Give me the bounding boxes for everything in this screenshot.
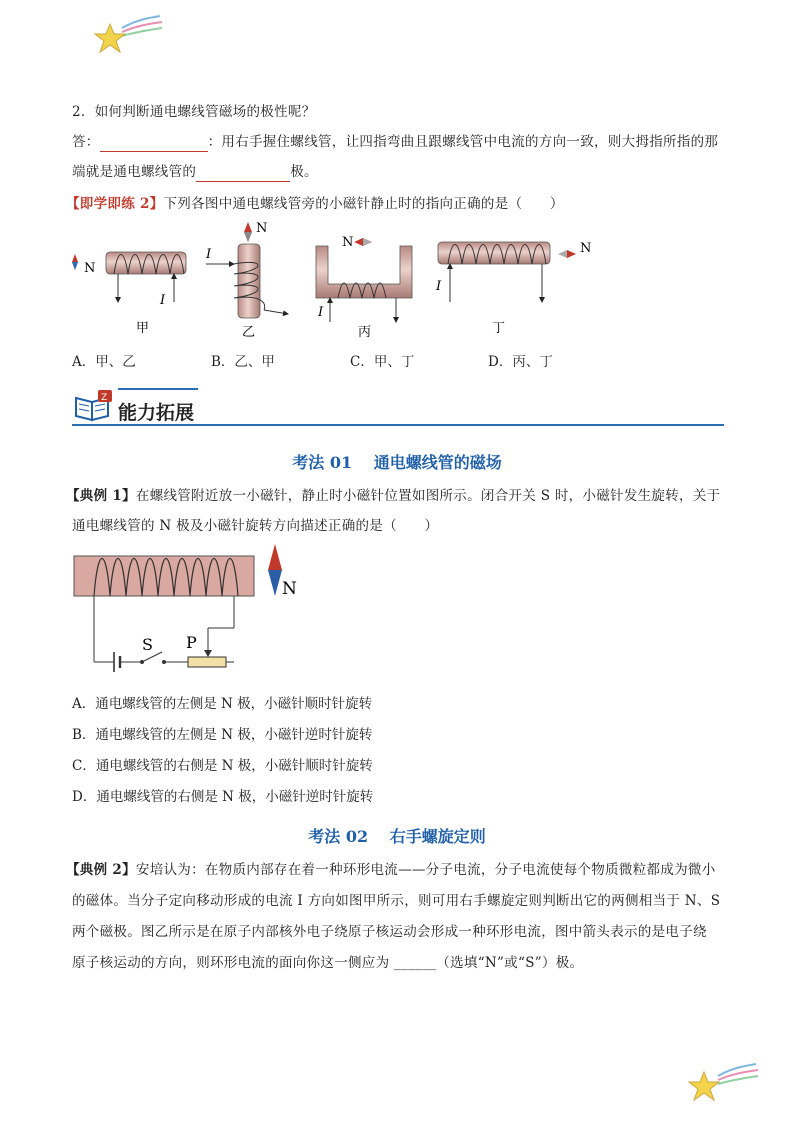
- book-icon: [72, 390, 116, 422]
- label-current: I: [318, 305, 324, 320]
- figure-jia: [72, 252, 186, 336]
- answer-text: ：用右手握住螺线管，让四指弯曲且跟螺线管中电流的方向一致，则大拇指所指的那: [207, 134, 719, 150]
- option-b[interactable]: B．乙、甲: [211, 354, 275, 370]
- example-2-line-2: 的磁体。当分子定向移动形成的电流 I 方向如图甲所示，则可用右手螺旋定则判断出它的两侧相当于 N、S: [72, 893, 721, 909]
- option-c[interactable]: C．甲、丁: [350, 354, 415, 370]
- label-current: I: [206, 247, 212, 262]
- label-n: N: [282, 579, 297, 599]
- compass-needle-icon: [268, 544, 282, 570]
- example-1-line-2: 通电螺线管的 N 极及小磁针旋转方向描述正确的是（ ）: [72, 518, 439, 534]
- section-divider: [72, 424, 724, 426]
- figure-ding: [435, 241, 591, 336]
- label-n: N: [342, 235, 354, 250]
- option-a[interactable]: A．通电螺线管的左侧是 N 极，小磁针顺时针旋转: [72, 696, 373, 712]
- section-title: 能力拓展: [118, 402, 195, 424]
- answer-blank-1[interactable]: [100, 137, 208, 152]
- solenoid-figures: [66, 218, 606, 342]
- example-2-line-4: 原子核运动的方向，则环形电流的面向你这一侧应为 ______（选填“N”或“S”）极。: [72, 955, 584, 971]
- label-current: I: [436, 279, 442, 294]
- solenoid-circuit-figure: [70, 540, 310, 680]
- answer-line-2: [72, 162, 318, 182]
- figure-label: 甲: [136, 321, 150, 336]
- option-a[interactable]: A．甲、乙: [72, 354, 136, 370]
- label-n: N: [580, 241, 592, 256]
- figure-yi: [205, 221, 288, 340]
- label-n: N: [256, 221, 268, 236]
- practice-text: 下列各图中通电螺线管旁的小磁针静止时的指向正确的是（ ）: [163, 196, 564, 212]
- star-decoration-icon: [686, 1062, 760, 1106]
- kaofa-01-title: 考法 01 通电螺线管的磁场: [292, 453, 502, 472]
- label-n: N: [84, 261, 96, 276]
- figure-label: 乙: [242, 325, 256, 340]
- answer-suffix: 极。: [290, 164, 318, 180]
- option-c[interactable]: C．通电螺线管的右侧是 N 极，小磁针顺时针旋转: [72, 758, 373, 774]
- svg-text:Z: Z: [101, 393, 108, 403]
- answer-line-1: [72, 132, 718, 152]
- example-1-line-1: 【典例 1】在螺线管附近放一小磁针，静止时小磁针位置如图所示。闭合开关 S 时，小磁针发生旋转，关于: [66, 488, 721, 504]
- kaofa-02-title: 考法 02 右手螺旋定则: [308, 827, 486, 846]
- star-decoration-icon: [92, 14, 164, 60]
- example-1-tag: 【典例 1】: [66, 488, 136, 504]
- option-d[interactable]: D．丙、丁: [488, 354, 553, 370]
- option-b[interactable]: B．通电螺线管的左侧是 N 极，小磁针逆时针旋转: [72, 727, 373, 743]
- answer-blank-2[interactable]: [196, 167, 290, 182]
- example-2-line-3: 两个磁极。图乙所示是在原子内部核外电子绕原子核运动会形成一种环形电流，图中箭头表示的是电子绕: [72, 924, 707, 940]
- label-slider: P: [186, 633, 197, 652]
- example-2-line-1: 【典例 2】安培认为：在物质内部存在着一种环形电流——分子电流，分子电流使每个物质微粒都成为微小: [66, 862, 716, 878]
- section-accent-line: [118, 388, 198, 390]
- figure-bing: [316, 235, 412, 340]
- figure-label: 丙: [358, 325, 372, 340]
- question-title: 2．如何判断通电螺线管磁场的极性呢？: [72, 104, 316, 120]
- practice-tag: 【即学即练 2】: [66, 196, 164, 212]
- label-current: I: [160, 293, 166, 308]
- label-switch: S: [142, 635, 153, 654]
- option-d[interactable]: D．通电螺线管的右侧是 N 极，小磁针逆时针旋转: [72, 789, 374, 805]
- figure-label: 丁: [492, 321, 506, 336]
- answer-prefix: 答：: [72, 134, 100, 150]
- answer-text-2: 端就是通电螺线管的: [72, 164, 197, 180]
- practice-question: [66, 194, 564, 214]
- example-2-tag: 【典例 2】: [66, 862, 136, 878]
